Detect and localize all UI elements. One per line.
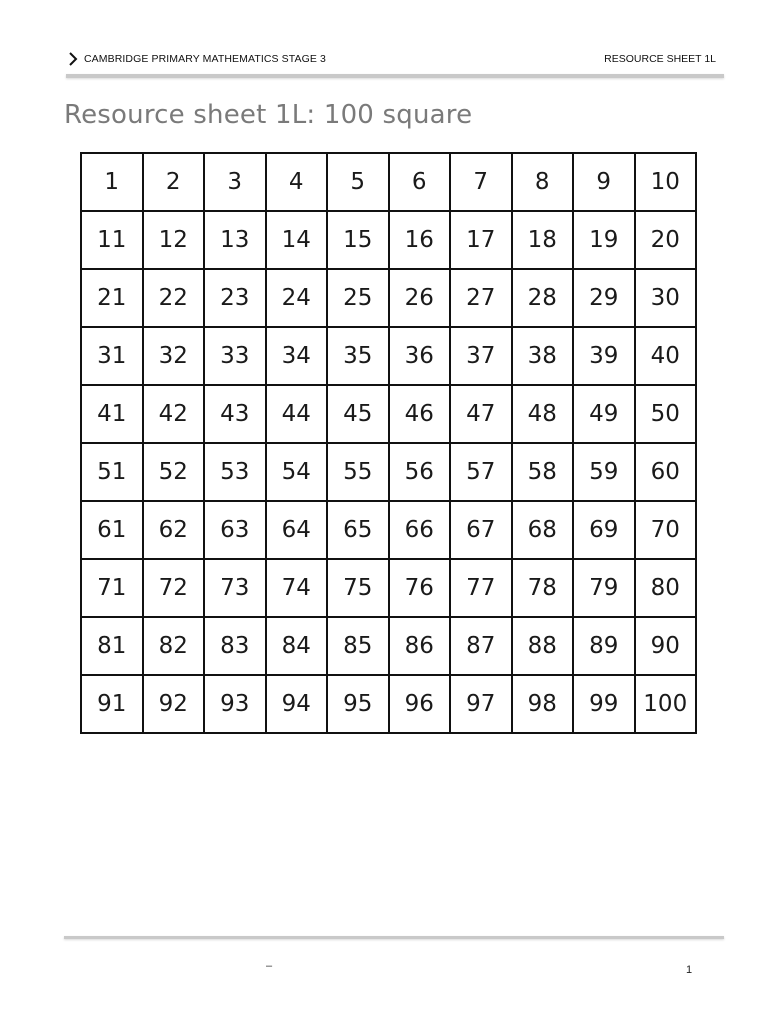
grid-cell: 17 [451,212,513,270]
grid-cell: 23 [205,270,267,328]
footer-divider [64,936,724,939]
grid-cell: 55 [328,444,390,502]
grid-cell: 60 [636,444,698,502]
grid-cell: 70 [636,502,698,560]
grid-cell: 18 [513,212,575,270]
grid-cell: 79 [574,560,636,618]
grid-cell: 6 [390,154,452,212]
grid-cell: 10 [636,154,698,212]
grid-cell: 51 [82,444,144,502]
grid-cell: 32 [144,328,206,386]
grid-cell: 24 [267,270,329,328]
grid-cell: 84 [267,618,329,676]
grid-cell: 42 [144,386,206,444]
grid-cell: 41 [82,386,144,444]
grid-cell: 46 [390,386,452,444]
grid-cell: 7 [451,154,513,212]
grid-cell: 87 [451,618,513,676]
grid-cell: 96 [390,676,452,734]
grid-cell: 91 [82,676,144,734]
grid-cell: 76 [390,560,452,618]
grid-cell: 64 [267,502,329,560]
grid-cell: 15 [328,212,390,270]
grid-cell: 47 [451,386,513,444]
grid-cell: 63 [205,502,267,560]
grid-cell: 31 [82,328,144,386]
grid-cell: 81 [82,618,144,676]
grid-cell: 9 [574,154,636,212]
chevron-right-icon [66,50,80,68]
grid-cell: 35 [328,328,390,386]
hundred-square-grid [80,152,697,734]
grid-cell: 73 [205,560,267,618]
grid-cell: 48 [513,386,575,444]
grid-cell: 28 [513,270,575,328]
grid-cell: 78 [513,560,575,618]
grid-cell: 8 [513,154,575,212]
grid-cell: 50 [636,386,698,444]
grid-cell: 97 [451,676,513,734]
grid-cell: 40 [636,328,698,386]
grid-cell: 33 [205,328,267,386]
grid-cell: 44 [267,386,329,444]
grid-cell: 27 [451,270,513,328]
grid-cell: 100 [636,676,698,734]
page-title: Resource sheet 1L: 100 square [64,100,473,130]
grid-cell: 25 [328,270,390,328]
grid-cell: 53 [205,444,267,502]
grid-cell: 57 [451,444,513,502]
grid-cell: 95 [328,676,390,734]
grid-cell: 49 [574,386,636,444]
grid-cell: 83 [205,618,267,676]
grid-cell: 99 [574,676,636,734]
grid-cell: 90 [636,618,698,676]
grid-cell: 2 [144,154,206,212]
grid-cell: 22 [144,270,206,328]
grid-cell: 85 [328,618,390,676]
grid-cell: 16 [390,212,452,270]
grid-cell: 74 [267,560,329,618]
header-divider [66,74,724,78]
grid-cell: 43 [205,386,267,444]
grid-cell: 72 [144,560,206,618]
grid-cell: 66 [390,502,452,560]
grid-cell: 36 [390,328,452,386]
grid-cell: 67 [451,502,513,560]
grid-cell: 69 [574,502,636,560]
grid-cell: 19 [574,212,636,270]
grid-cell: 80 [636,560,698,618]
grid-cell: 4 [267,154,329,212]
grid-cell: 13 [205,212,267,270]
grid-cell: 88 [513,618,575,676]
grid-cell: 54 [267,444,329,502]
grid-cell: 75 [328,560,390,618]
grid-cell: 45 [328,386,390,444]
grid-cell: 61 [82,502,144,560]
grid-cell: 68 [513,502,575,560]
grid-cell: 29 [574,270,636,328]
page-number: 1 [686,964,693,976]
grid-cell: 77 [451,560,513,618]
grid-cell: 71 [82,560,144,618]
grid-cell: 3 [205,154,267,212]
grid-cell: 14 [267,212,329,270]
grid-cell: 21 [82,270,144,328]
grid-cell: 62 [144,502,206,560]
grid-cell: 12 [144,212,206,270]
header-sheet-label: RESOURCE SHEET 1L [604,53,716,65]
grid-cell: 92 [144,676,206,734]
grid-cell: 65 [328,502,390,560]
grid-cell: 37 [451,328,513,386]
grid-cell: 5 [328,154,390,212]
grid-cell: 34 [267,328,329,386]
grid-cell: 82 [144,618,206,676]
grid-cell: 56 [390,444,452,502]
grid-cell: 1 [82,154,144,212]
grid-cell: 98 [513,676,575,734]
grid-cell: 52 [144,444,206,502]
footer-dash: – [266,960,273,972]
grid-cell: 86 [390,618,452,676]
grid-cell: 38 [513,328,575,386]
grid-cell: 94 [267,676,329,734]
grid-cell: 20 [636,212,698,270]
grid-cell: 26 [390,270,452,328]
page-header [64,50,724,70]
grid-cell: 11 [82,212,144,270]
grid-cell: 39 [574,328,636,386]
grid-cell: 30 [636,270,698,328]
grid-cell: 93 [205,676,267,734]
grid-cell: 58 [513,444,575,502]
header-course-title: CAMBRIDGE PRIMARY MATHEMATICS STAGE 3 [84,53,326,65]
grid-cell: 89 [574,618,636,676]
grid-cell: 59 [574,444,636,502]
